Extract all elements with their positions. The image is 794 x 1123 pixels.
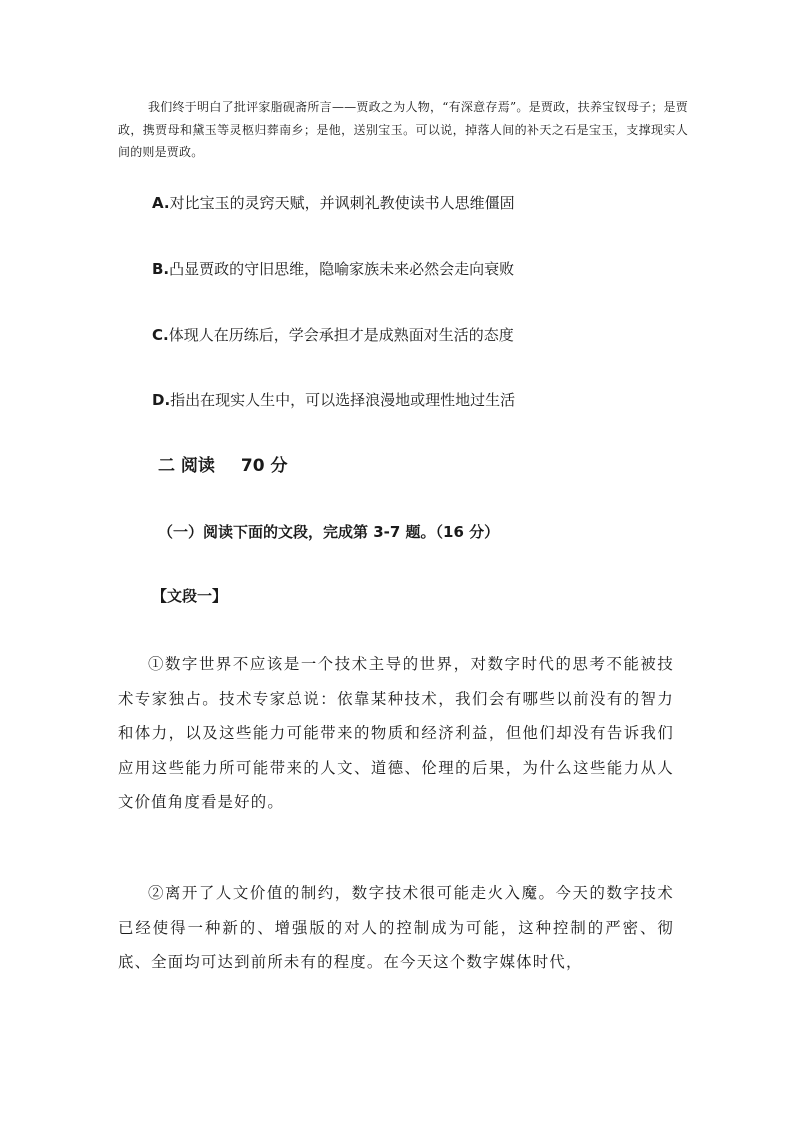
option-c-letter: C.: [152, 326, 169, 344]
option-d: [152, 390, 515, 410]
option-c: [152, 325, 514, 345]
option-b-letter: B.: [152, 260, 170, 278]
section-title: [158, 455, 288, 477]
section-title-text: 二 阅读: [158, 456, 215, 476]
option-a-text: 对比宝玉的灵窍天赋，并讽刺礼教使读书人思维僵固: [169, 194, 515, 212]
option-a: [152, 193, 515, 213]
option-b-text: 凸显贾政的守旧思维，隐喻家族未来必然会走向衰败: [169, 260, 515, 278]
passage-paragraph-1: ①数字世界不应该是一个技术主导的世界，对数字时代的思考不能被技术专家独占。技术专家总说：依靠某种技术，我们会有哪些以前没有的智力和体力，以及这些能力可能带来的物质和经济利益，但他们却没有告诉我们应用这些能力所可能带来的人文、道德、伦理的后果，为什么这些能力从人文价值角度看是好的。: [118, 655, 674, 811]
option-d-letter: D.: [152, 391, 171, 409]
option-d-text: 指出在现实人生中，可以选择浪漫地或理性地过生活: [170, 391, 516, 409]
passage-label: 【文段一】: [152, 587, 228, 605]
section-score: 70 分: [240, 456, 288, 476]
option-b: [152, 259, 514, 279]
intro-paragraph: 我们终于明白了批评家脂砚斋所言——贾政之为人物，“有深意存焉”。是贾政，扶养宝钗母子；是贾政，携贾母和黛玉等灵柩归葬南乡；是他，送别宝玉。可以说，掉落人间的补天之石是宝玉，支撑现实人间的则是贾政。: [118, 100, 688, 159]
option-c-text: 体现人在历练后，学会承担才是成熟面对生活的态度: [168, 326, 514, 344]
subsection-heading: （一）阅读下面的文段，完成第 3-7 题。（16 分）: [158, 523, 500, 541]
option-a-letter: A.: [152, 194, 170, 212]
passage-paragraph-2: ②离开了人文价值的制约，数字技术很可能走火入魔。今天的数字技术已经使得一种新的、增强版的对人的控制成为可能，这种控制的严密、彻底、全面均可达到前所未有的程度。在今天这个数字媒体时代，: [118, 884, 674, 971]
